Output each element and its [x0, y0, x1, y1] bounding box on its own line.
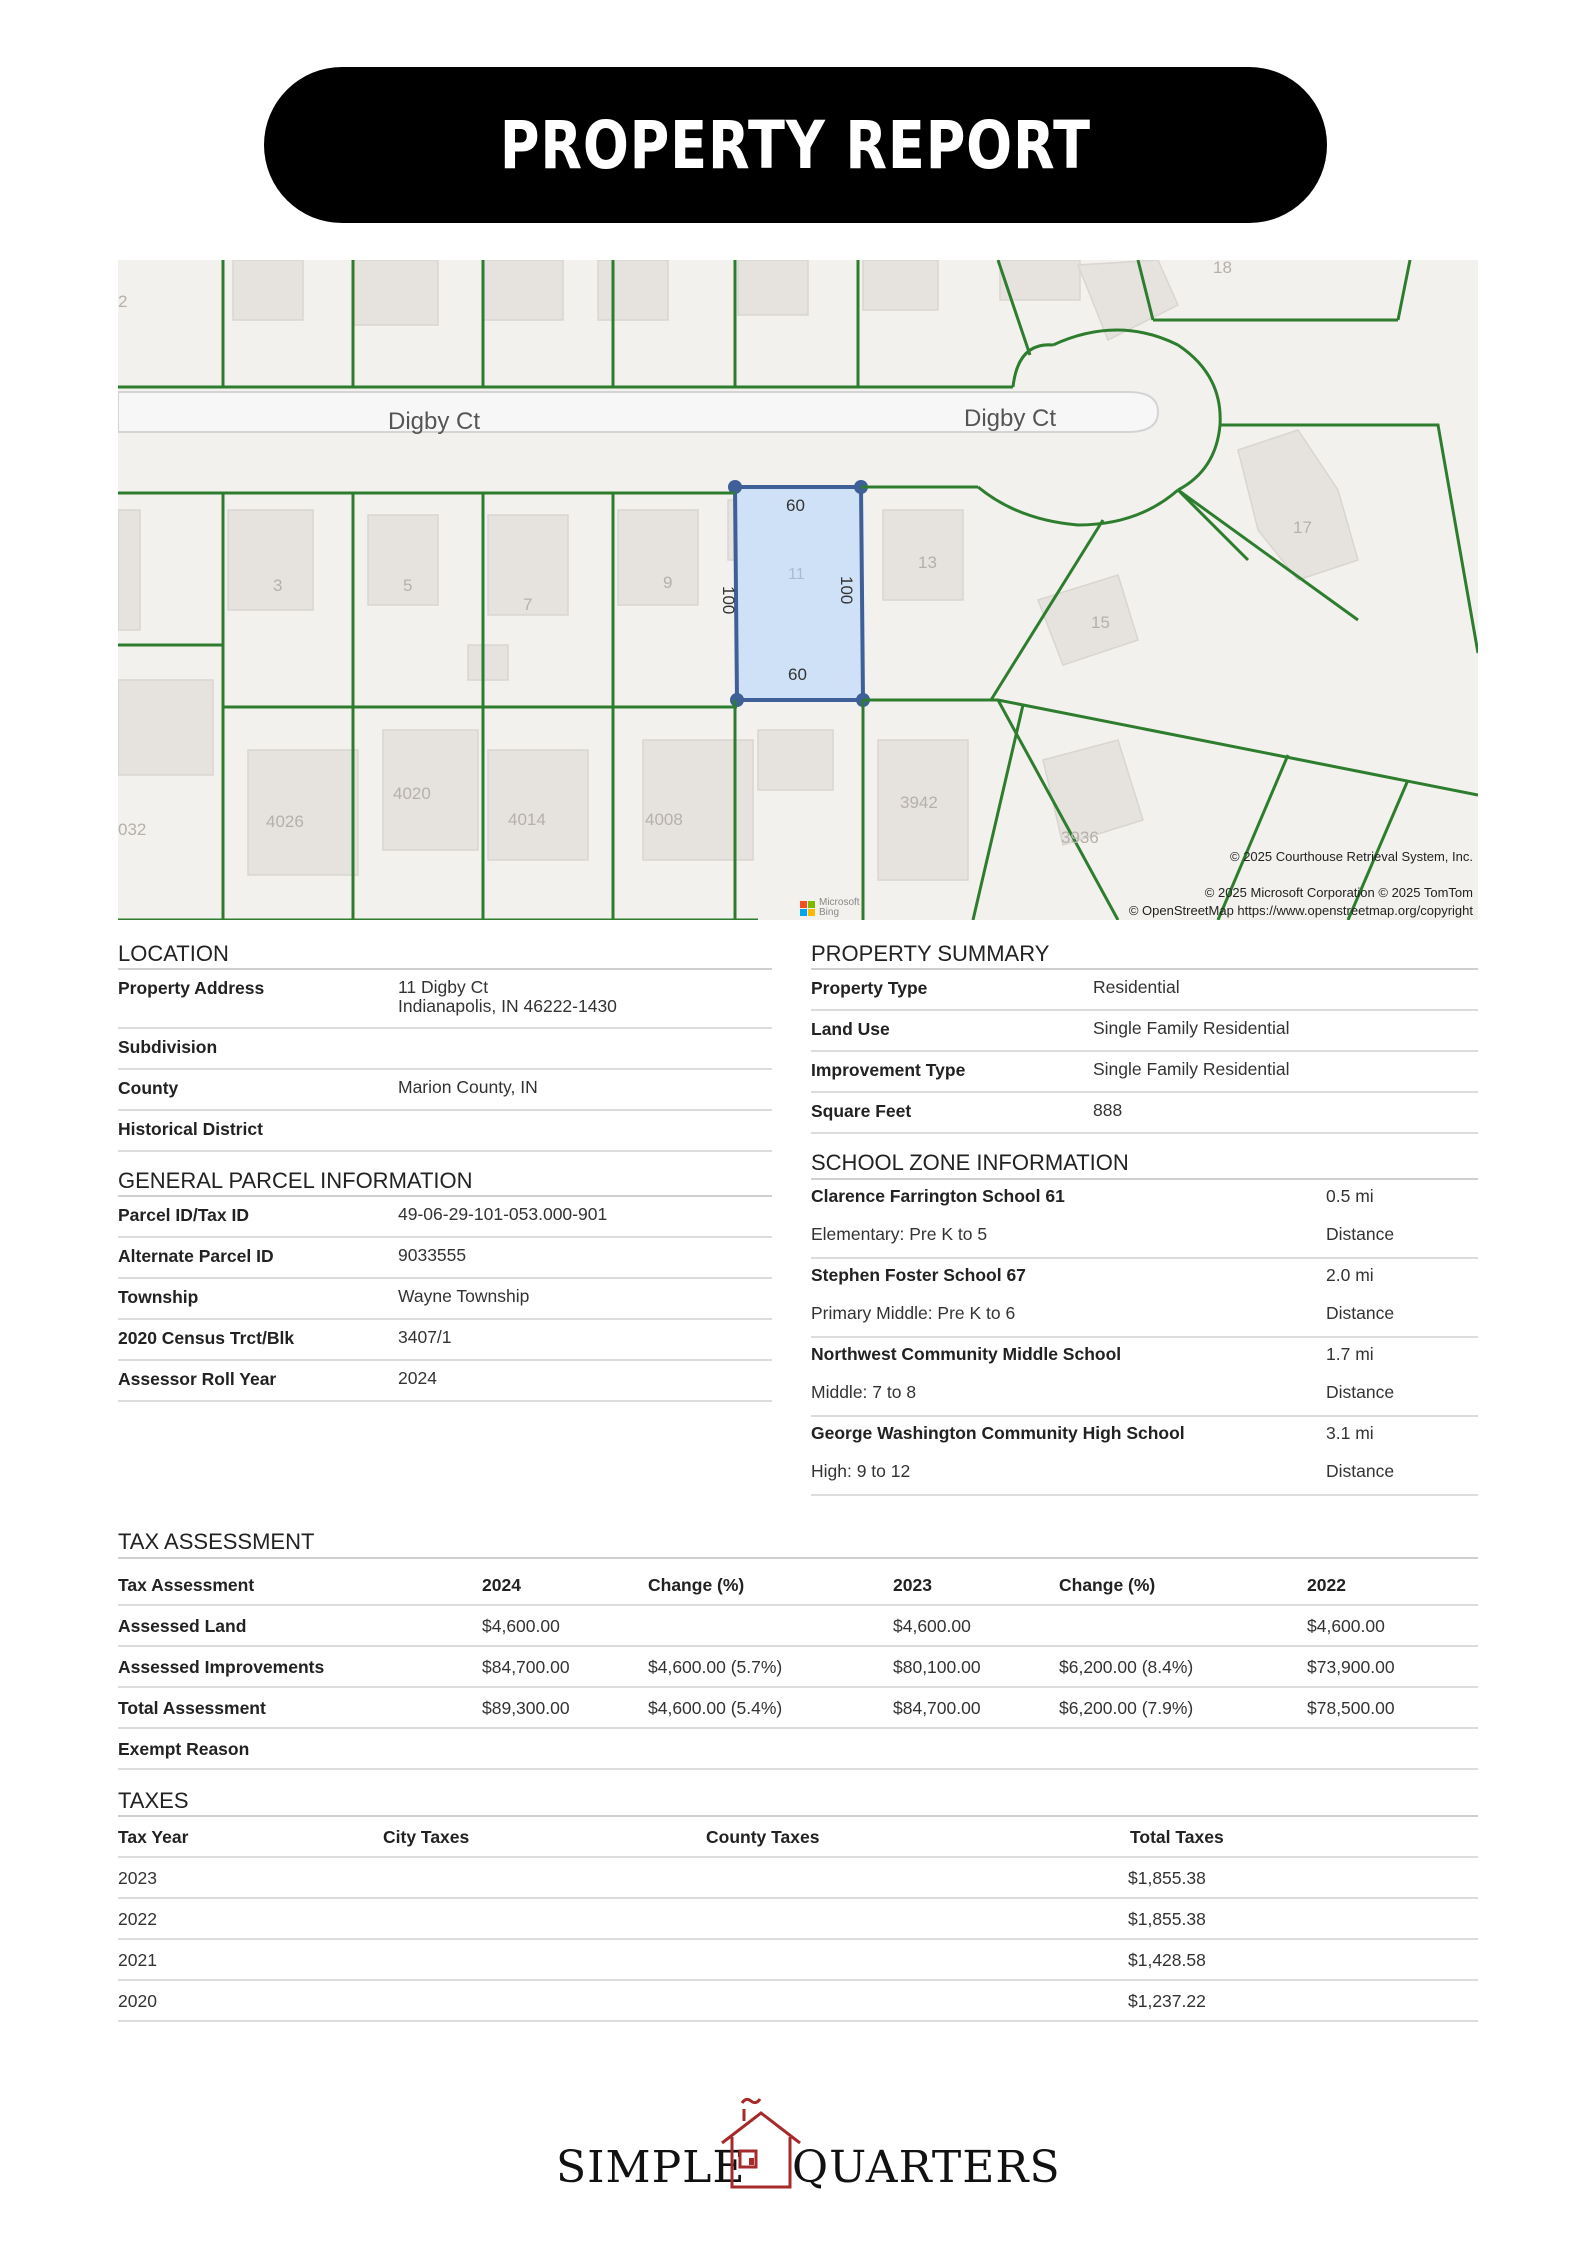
table-row [118, 1729, 1478, 1770]
report-title: PROPERTY REPORT [500, 106, 1091, 184]
cell: $4,600.00 [482, 1616, 560, 1636]
lot-number: 3936 [1061, 828, 1099, 847]
dimension-right: 100 [837, 576, 856, 605]
table-row [118, 1899, 1478, 1940]
parcel-row [118, 1238, 772, 1279]
table-row [118, 1981, 1478, 2022]
cell: $4,600.00 (5.7%) [648, 1657, 783, 1677]
lot-number: 4020 [393, 784, 431, 803]
schools-title: SCHOOL ZONE INFORMATION [811, 1150, 1129, 1175]
parcel-label: 2020 Census Trct/Blk [118, 1328, 295, 1348]
lot-number: 15 [1091, 613, 1110, 632]
cell: $84,700.00 [893, 1698, 981, 1718]
simple-quarters-logo [556, 2090, 1061, 2200]
school-name: Clarence Farrington School 61 [811, 1186, 1065, 1206]
logo-text-right: QUARTERS [792, 2142, 1061, 2193]
address-line-2: Indianapolis, IN 46222-1430 [398, 996, 617, 1016]
parcel-title: GENERAL PARCEL INFORMATION [118, 1168, 473, 1193]
map-provider-label: Microsoft Bing [819, 897, 860, 918]
col-header: Tax Assessment [118, 1575, 255, 1595]
location-value: Marion County, IN [398, 1077, 538, 1097]
logo-text-left: SIMPLE [556, 2142, 746, 2193]
summary-label: Square Feet [811, 1101, 912, 1121]
lot-number: 7 [523, 595, 533, 614]
street-label-right: Digby Ct [964, 405, 1057, 432]
lot-number: 032 [118, 820, 147, 839]
col-header: Change (%) [1059, 1575, 1156, 1595]
street-label-left: Digby Ct [388, 408, 481, 435]
microsoft-icon [800, 901, 815, 916]
cell: $4,600.00 (5.4%) [648, 1698, 783, 1718]
parcel-label: Alternate Parcel ID [118, 1246, 274, 1266]
table-row [118, 1606, 1478, 1647]
school-distance: 1.7 mi [1326, 1344, 1374, 1364]
total-taxes: $1,428.58 [1128, 1950, 1206, 1970]
row-label: Exempt Reason [118, 1739, 250, 1759]
table-row [118, 1940, 1478, 1981]
school-distance-label: Distance [1326, 1382, 1395, 1402]
taxes-title: TAXES [118, 1788, 189, 1813]
summary-label: Land Use [811, 1019, 890, 1039]
school-name: Stephen Foster School 67 [811, 1265, 1026, 1285]
summary-row [811, 1093, 1478, 1134]
tax-year: 2022 [118, 1909, 157, 1929]
col-header: 2024 [482, 1575, 521, 1595]
school-level: Primary Middle: Pre K to 6 [811, 1303, 1016, 1323]
parcel-label: Township [118, 1287, 199, 1307]
cell: $4,600.00 [1307, 1616, 1385, 1636]
cell: $89,300.00 [482, 1698, 570, 1718]
school-distance: 2.0 mi [1326, 1265, 1374, 1285]
lot-number: 3 [273, 576, 283, 595]
tax-assessment-header [118, 1565, 1478, 1606]
school-level: High: 9 to 12 [811, 1461, 911, 1481]
map-provider-logo [800, 898, 859, 918]
school-row [811, 1338, 1478, 1417]
location-row [118, 970, 772, 1029]
location-label: County [118, 1078, 179, 1098]
credit-line: © OpenStreetMap https://www.openstreetmap.org/copyright [1128, 903, 1473, 918]
lot-number: 3942 [900, 793, 938, 812]
location-row [118, 1070, 772, 1111]
credit-line: © 2025 Courthouse Retrieval System, Inc. [1230, 849, 1473, 864]
lot-number: 5 [403, 576, 413, 595]
school-distance: 0.5 mi [1326, 1186, 1374, 1206]
cell: $6,200.00 (7.9%) [1059, 1698, 1194, 1718]
location-title: LOCATION [118, 941, 229, 966]
parcel-row [118, 1361, 772, 1402]
summary-row [811, 970, 1478, 1011]
parcel-value: 9033555 [398, 1245, 467, 1265]
map-credits [1129, 848, 1473, 920]
parcel-value: 49-06-29-101-053.000-901 [398, 1204, 608, 1224]
dimension-top: 60 [786, 496, 805, 515]
address-line-1: 11 Digby Ct [398, 977, 489, 997]
parcel-value: Wayne Township [398, 1286, 530, 1306]
parcel-row [118, 1320, 772, 1361]
summary-value: Single Family Residential [1093, 1059, 1290, 1079]
tax-year: 2023 [118, 1868, 157, 1888]
table-row [118, 1647, 1478, 1688]
lot-number: 9 [663, 573, 673, 592]
school-name: George Washington Community High School [811, 1423, 1185, 1443]
lot-number: 13 [918, 553, 937, 572]
credit-line: © 2025 Microsoft Corporation © 2025 TomTom [1204, 885, 1473, 900]
col-header: 2022 [1307, 1575, 1346, 1595]
parcel-label: Assessor Roll Year [118, 1369, 277, 1389]
row-label: Total Assessment [118, 1698, 266, 1718]
dimension-bottom: 60 [788, 665, 807, 684]
location-label: Historical District [118, 1119, 263, 1139]
summary-row [811, 1052, 1478, 1093]
school-name: Northwest Community Middle School [811, 1344, 1122, 1364]
summary-value: 888 [1093, 1100, 1123, 1120]
col-header: Tax Year [118, 1827, 189, 1847]
summary-value: Single Family Residential [1093, 1018, 1290, 1038]
taxes-header [118, 1817, 1478, 1858]
summary-row [811, 1011, 1478, 1052]
parcel-row [118, 1197, 772, 1238]
row-label: Assessed Land [118, 1616, 247, 1636]
school-distance-label: Distance [1326, 1224, 1395, 1244]
summary-label: Property Type [811, 978, 928, 998]
col-header: 2023 [893, 1575, 932, 1595]
school-level: Middle: 7 to 8 [811, 1382, 917, 1402]
cell: $6,200.00 (8.4%) [1059, 1657, 1194, 1677]
row-label: Assessed Improvements [118, 1657, 325, 1677]
tax-year: 2020 [118, 1991, 157, 2011]
school-distance: 3.1 mi [1326, 1423, 1374, 1443]
school-row [811, 1259, 1478, 1338]
school-row [811, 1417, 1478, 1496]
cell: $4,600.00 [893, 1616, 971, 1636]
parcel-value: 2024 [398, 1368, 437, 1388]
lot-number: 4008 [645, 810, 683, 829]
parcel-label: Parcel ID/Tax ID [118, 1205, 249, 1225]
cell: $78,500.00 [1307, 1698, 1395, 1718]
location-value [398, 978, 617, 1016]
col-header: Total Taxes [1130, 1827, 1224, 1847]
cell: $80,100.00 [893, 1657, 981, 1677]
school-row [811, 1180, 1478, 1259]
school-distance-label: Distance [1326, 1303, 1395, 1323]
tax-assessment-title-rule [118, 1557, 1478, 1559]
summary-title: PROPERTY SUMMARY [811, 941, 1050, 966]
table-row [118, 1858, 1478, 1899]
col-header: County Taxes [706, 1827, 820, 1847]
lot-number: 4026 [266, 812, 304, 831]
col-header: Change (%) [648, 1575, 745, 1595]
cell: $84,700.00 [482, 1657, 570, 1677]
lot-number: 11 [788, 566, 805, 583]
location-label: Property Address [118, 978, 265, 998]
school-distance-label: Distance [1326, 1461, 1395, 1481]
cell: $73,900.00 [1307, 1657, 1395, 1677]
total-taxes: $1,237.22 [1128, 1991, 1206, 2011]
col-header: City Taxes [383, 1827, 470, 1847]
location-label: Subdivision [118, 1037, 218, 1057]
total-taxes: $1,855.38 [1128, 1868, 1206, 1888]
location-row [118, 1029, 772, 1070]
location-row [118, 1111, 772, 1152]
tax-assessment-title: TAX ASSESSMENT [118, 1529, 315, 1554]
parcel-map-svg [118, 260, 1478, 920]
parcel-value: 3407/1 [398, 1327, 452, 1347]
dimension-left: 100 [719, 586, 738, 615]
tax-year: 2021 [118, 1950, 157, 1970]
total-taxes: $1,855.38 [1128, 1909, 1206, 1929]
parcel-row [118, 1279, 772, 1320]
lot-number: 18 [1213, 260, 1232, 277]
lot-number: 4014 [508, 810, 546, 829]
lot-number: 2 [118, 292, 128, 311]
parcel-map[interactable] [118, 260, 1478, 920]
table-row [118, 1688, 1478, 1729]
school-level: Elementary: Pre K to 5 [811, 1224, 988, 1244]
summary-value: Residential [1093, 977, 1180, 997]
report-title-banner [264, 67, 1327, 223]
summary-label: Improvement Type [811, 1060, 966, 1080]
lot-number: 17 [1293, 518, 1312, 537]
